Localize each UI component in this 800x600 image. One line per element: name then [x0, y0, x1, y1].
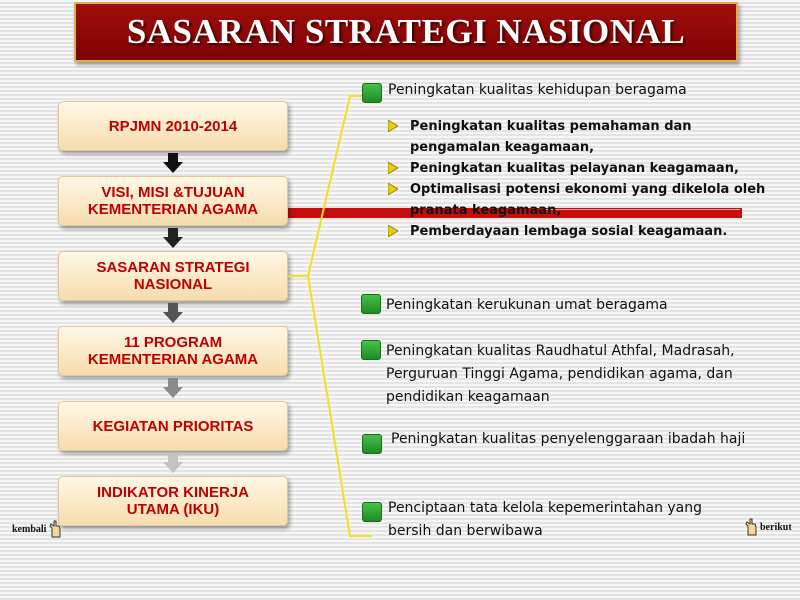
- target-item-4: Peningkatan kualitas penyelenggaraan ibadah haji: [391, 431, 746, 447]
- flow-step-label: VISI, MISI &TUJUAN KEMENTERIAN AGAMA: [87, 184, 259, 218]
- arrow-down-icon: [163, 303, 183, 323]
- bullet-square-icon: [362, 83, 382, 103]
- flow-step-rpjmn[interactable]: [58, 101, 288, 151]
- back-button[interactable]: [12, 520, 62, 538]
- next-button[interactable]: [744, 518, 792, 536]
- flow-step-program[interactable]: [58, 326, 288, 376]
- flow-step-label: RPJMN 2010-2014: [108, 117, 238, 135]
- sub-item-text: Peningkatan kualitas pemahaman dan pengamalan keagamaan,: [410, 119, 692, 155]
- pointing-hand-icon: [48, 520, 62, 538]
- bullet-square-icon: [362, 434, 382, 454]
- bullet-square-icon: [361, 294, 381, 314]
- target-item-3: Peningkatan kualitas Raudhatul Athfal, Madrasah, Perguruan Tinggi Agama, pendidikan agama, dan pendidikan keagamaan: [386, 343, 735, 405]
- bullet-square-icon: [361, 340, 381, 360]
- bracket-connector: [280, 80, 380, 550]
- arrow-bullet-icon: [388, 120, 398, 132]
- list-item: [386, 116, 786, 158]
- list-item: [386, 221, 786, 242]
- list-item: [386, 158, 786, 179]
- flow-step-iku[interactable]: [58, 476, 288, 526]
- arrow-down-icon: [163, 228, 183, 248]
- pointing-hand-icon: [744, 518, 758, 536]
- arrow-down-icon: [163, 378, 183, 398]
- sub-item-text: Peningkatan kualitas pelayanan keagamaan,: [410, 161, 739, 176]
- sub-item-text: Optimalisasi potensi ekonomi yang dikelola oleh pranata keagamaan,: [410, 182, 766, 218]
- bullet-square-icon: [362, 502, 382, 522]
- next-label: berikut: [760, 521, 792, 533]
- list-item: [386, 179, 786, 221]
- page-title: SASARAN STRATEGI NASIONAL: [126, 12, 686, 51]
- flow-step-kegiatan[interactable]: [58, 401, 288, 451]
- target-item-2: Peningkatan kerukunan umat beragama: [386, 297, 668, 313]
- title-banner: [74, 2, 738, 62]
- arrow-bullet-icon: [388, 225, 398, 237]
- arrow-bullet-icon: [388, 183, 398, 195]
- flow-step-visi-misi[interactable]: [58, 176, 288, 226]
- target-item-5: Penciptaan tata kelola kepemerintahan yang bersih dan berwibawa: [388, 500, 703, 539]
- arrow-bullet-icon: [388, 162, 398, 174]
- flow-step-label: KEGIATAN PRIORITAS: [92, 417, 254, 435]
- target-1-sublist: [386, 116, 786, 242]
- target-item-1: Peningkatan kualitas kehidupan beragama: [388, 82, 687, 98]
- arrow-down-icon: [163, 453, 183, 473]
- arrow-down-icon: [163, 153, 183, 173]
- back-label: kembali: [12, 523, 47, 535]
- sub-item-text: Pemberdayaan lembaga sosial keagamaan.: [410, 224, 728, 239]
- flow-step-label: INDIKATOR KINERJA UTAMA (IKU): [97, 484, 249, 518]
- flow-step-label: 11 PROGRAM KEMENTERIAN AGAMA: [87, 334, 259, 368]
- flow-step-label: SASARAN STRATEGI NASIONAL: [96, 259, 250, 293]
- flow-step-sasaran-strategi[interactable]: [58, 251, 288, 301]
